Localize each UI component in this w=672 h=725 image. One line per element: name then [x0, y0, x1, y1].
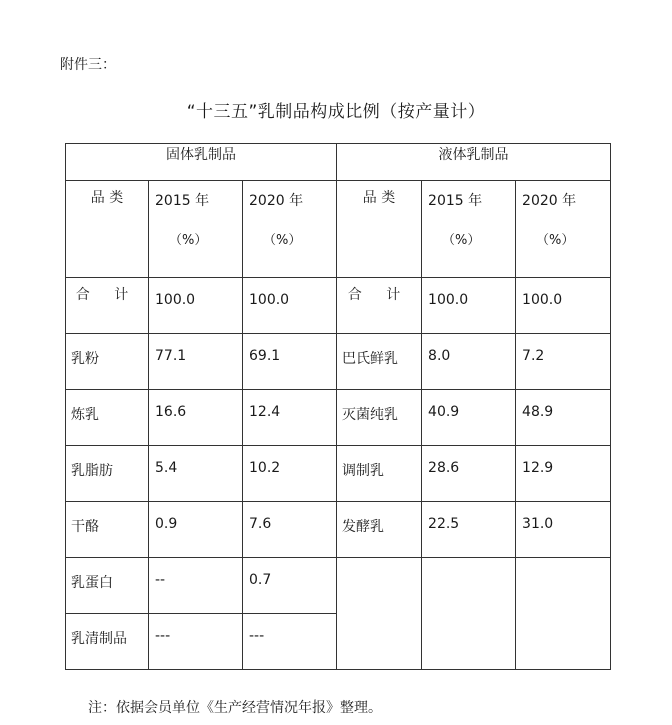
liquid-row-name: 灭菌纯乳	[337, 390, 422, 446]
liquid-category-header: 品 类	[337, 181, 422, 278]
liquid-row-2015: 40.9	[422, 390, 516, 446]
liquid-row-2015: 8.0	[422, 334, 516, 390]
liquid-section-header: 液体乳制品	[337, 144, 611, 181]
table-title: “十三五”乳制品构成比例（按产量计）	[186, 102, 486, 122]
solid-row-2020: 69.1	[243, 334, 337, 390]
total-row	[66, 278, 611, 334]
solid-row-2020: 12.4	[243, 390, 337, 446]
liquid-2020-header: 2020 年 （%）	[516, 181, 611, 278]
solid-row-name: 炼乳	[66, 390, 149, 446]
solid-row-2020: 0.7	[243, 558, 337, 614]
table-row	[66, 446, 611, 502]
table-row	[66, 558, 611, 614]
table-row	[66, 334, 611, 390]
solid-row-name: 乳脂肪	[66, 446, 149, 502]
solid-row-2020: ---	[243, 614, 337, 670]
solid-row-2020: 10.2	[243, 446, 337, 502]
empty-cell	[337, 558, 422, 670]
liquid-total-label: 合 计	[337, 278, 422, 334]
liquid-row-name: 巴氏鲜乳	[337, 334, 422, 390]
solid-total-2015: 100.0	[149, 278, 243, 334]
empty-cell	[516, 558, 611, 670]
solid-category-header: 品 类	[66, 181, 149, 278]
solid-row-name: 乳清制品	[66, 614, 149, 670]
solid-total-label: 合 计	[66, 278, 149, 334]
liquid-row-2020: 12.9	[516, 446, 611, 502]
liquid-row-name: 发酵乳	[337, 502, 422, 558]
solid-row-name: 乳粉	[66, 334, 149, 390]
solid-row-2015: 5.4	[149, 446, 243, 502]
liquid-row-name: 调制乳	[337, 446, 422, 502]
solid-total-2020: 100.0	[243, 278, 337, 334]
solid-row-2015: 77.1	[149, 334, 243, 390]
liquid-row-2020: 7.2	[516, 334, 611, 390]
liquid-2015-header: 2015 年 （%）	[422, 181, 516, 278]
table-row	[66, 502, 611, 558]
attachment-label: 附件三：	[60, 57, 116, 73]
liquid-row-2020: 48.9	[516, 390, 611, 446]
liquid-row-2015: 22.5	[422, 502, 516, 558]
dairy-composition-table	[65, 143, 611, 670]
solid-row-2015: 16.6	[149, 390, 243, 446]
empty-cell	[422, 558, 516, 670]
liquid-total-2015: 100.0	[422, 278, 516, 334]
solid-row-2015: 0.9	[149, 502, 243, 558]
solid-2020-header: 2020 年 （%）	[243, 181, 337, 278]
solid-2015-header: 2015 年 （%）	[149, 181, 243, 278]
solid-row-2020: 7.6	[243, 502, 337, 558]
solid-section-header: 固体乳制品	[66, 144, 337, 181]
solid-row-2015: --	[149, 558, 243, 614]
liquid-row-2015: 28.6	[422, 446, 516, 502]
solid-row-2015: ---	[149, 614, 243, 670]
solid-row-name: 乳蛋白	[66, 558, 149, 614]
liquid-total-2020: 100.0	[516, 278, 611, 334]
table-row	[66, 390, 611, 446]
solid-row-name: 干酪	[66, 502, 149, 558]
liquid-row-2020: 31.0	[516, 502, 611, 558]
footnote: 注：依据会员单位《生产经营情况年报》整理。	[88, 700, 382, 716]
